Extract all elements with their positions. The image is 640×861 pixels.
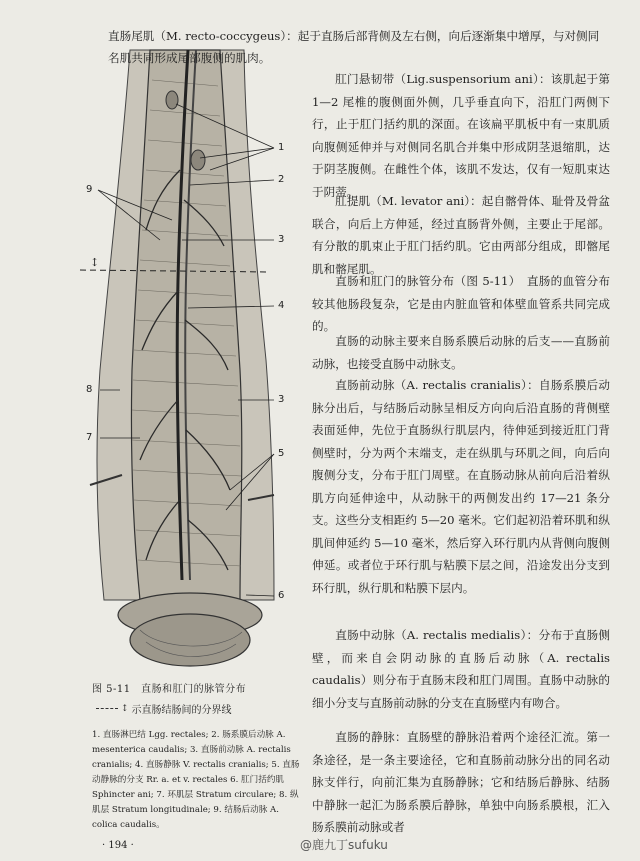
paragraph-anal-suspensory-ligament: 肛门悬韧带（Lig.suspensorium ani）：该肌起于第 1—2 尾椎的腹侧面外侧，几乎垂直向下，沿肛门两侧下行，止于肛门括约肌的深面。在该扁平肌板中有一束肌质向腹侧延伸并与对侧同名肌合并集中形成阴茎退缩肌，达于阴茎腹侧。在雌性个体，该肌不发达，仅有一短肌束达于阴蒂。: [312, 72, 610, 199]
paragraph-rectal-arteries: 直肠的动脉主要来自肠系膜后动脉的后支——直肠前动脉，也接受直肠中动脉支。: [312, 334, 610, 371]
paragraph-levator-ani: 肛提肌（M. levator ani）：起自髂骨体、耻骨及骨盆联合，向后上方伸延，经过直肠背外侧，主要止于尾部。有分散的肌束止于肛门括约肌。它由两部分组成，即髂尾肌和髂尾肌。: [312, 194, 610, 276]
figure-label-9: 9: [86, 184, 93, 195]
figure-label-5: 5: [278, 448, 285, 459]
rectum-vascular-illustration: [60, 40, 310, 680]
rectum-anatomy-drawing: [60, 40, 310, 680]
figure-label-2: 2: [278, 174, 285, 185]
paragraph-cranial-rectal-artery: 直肠前动脉（A. rectalis cranialis）：自肠系膜后动脉分出后，与结肠后动脉呈相反方向向后沿直肠的背侧壁表面延伸，先位于直肠纵行肌层内，待伸延到接近肛门背侧壁时，分为两个末端支，走在纵肌与环肌之间，向后向腹侧分支，分布于肛门周壁。在直肠动脉从前向后沿着纵肌方向延伸途中，从动脉干的两侧发出约 17—21 条分支。这些分支相距约 5—20 毫米。它们起初沿着环肌和纵肌间伸延约 5—10 毫米，然后穿入环行肌内从背侧向腹侧伸延。或者位于环行肌与粘膜下层之间，沿途发出分支到环行肌，纵行肌和粘膜下层内。: [312, 378, 610, 595]
figure-label-3-mid: 3: [278, 394, 285, 405]
paragraph-vascular-heading: 直肠和肛门的脉管分布（图 5-11） 直肠的血管分布较其他肠段复杂，它是由内脏血管和体壁血管系共同完成的。: [312, 274, 610, 333]
page-number: · 194 ·: [102, 840, 134, 851]
figure-label-1: 1: [278, 142, 285, 153]
boundary-line-text: 示直肠结肠间的分界线: [131, 705, 232, 716]
double-arrow-icon: ↕: [121, 703, 129, 714]
intro-paragraph: 直肠尾肌（M. recto-coccygeus）：起于直肠后部背侧及左右侧，向后逐渐集中增厚，与对侧同名肌共同形成尾部腹侧的肌肉。: [108, 29, 600, 65]
boundary-line-legend: [96, 701, 232, 716]
figure-caption: 图 5-11 直肠和肛门的脉管分布: [92, 684, 247, 695]
watermark: @鹿九丁sufuku: [300, 838, 388, 852]
figure-label-8: 8: [86, 384, 93, 395]
figure-legend: [92, 728, 302, 833]
dashed-line-icon: [96, 708, 118, 709]
paragraph-rectal-veins: 直肠的静脉：直肠壁的静脉沿着两个途径汇流。第一条途径，是一条主要途径，它和直肠前动脉分出的同名动脉支伴行，向前汇集为直肠静脉；它和结肠后静脉、结肠中静脉一起汇为肠系膜后静脉，单独中向肠系膜根，汇入肠系膜前动脉或者: [312, 730, 610, 834]
legend-text: 1. 直肠淋巴结 Lgg. rectales; 2. 肠系膜后动脉 A. mesenterica caudalis; 3. 直肠前动脉 A. rectalis cranialis; 4. 直肠静脉 V. rectalis cranialis; 5. 直肠动静脉的分支 Rr. a. et v. rectales 6. 肛门括约肌 Sphincter ani; 7. 环肌层 Stratum circulare; 8. 纵肌层 Stratum longitudinale; 9. 结肠后动脉 A. colica caudalis。: [92, 730, 300, 830]
figure-label-7: 7: [86, 432, 93, 443]
figure-label-4: 4: [278, 300, 285, 311]
figure-label-6: 6: [278, 590, 285, 601]
figure-label-3-top: 3: [278, 234, 285, 245]
svg-text:↕: ↕: [90, 256, 100, 269]
paragraph-middle-rectal-artery: 直肠中动脉（A. rectalis medialis）：分布于直肠侧壁，而来自会阴动脉的直肠后动脉（A. rectalis caudalis）则分布于直肠末段和肛门周围。直肠中动脉的细小分支与直肠前动脉的分支在直肠壁内有吻合。: [312, 628, 610, 710]
